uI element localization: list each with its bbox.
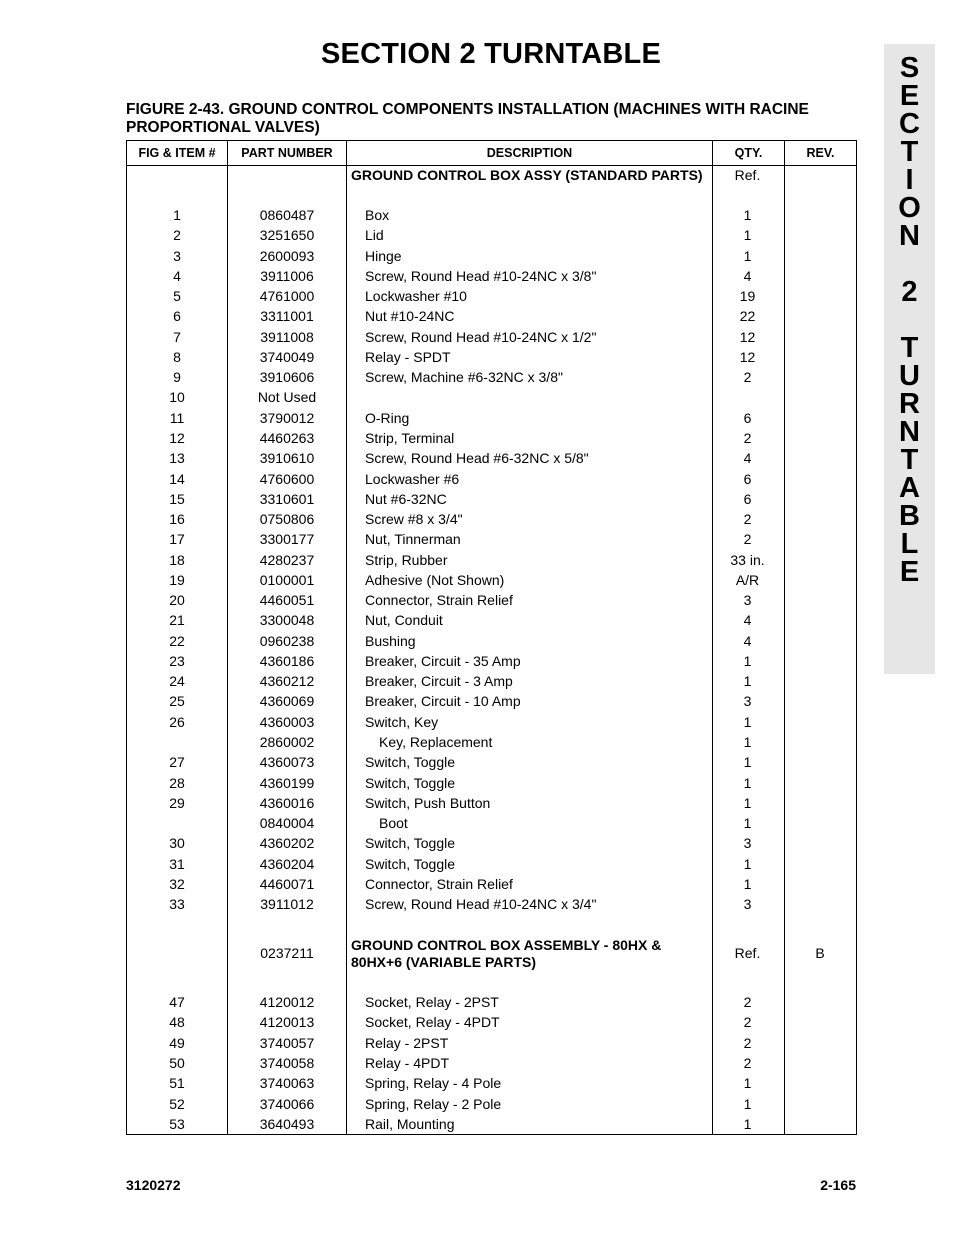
figure-title-line-1: FIGURE 2-43. GROUND CONTROL COMPONENTS INSTALLATION (MACHINES WITH RACINE bbox=[126, 101, 809, 118]
row-item-number: 6 bbox=[173, 308, 181, 325]
row-description: Screw, Round Head #10-24NC x 3/8" bbox=[365, 267, 597, 284]
row-item-number: 9 bbox=[173, 369, 181, 386]
row-description: Screw, Round Head #6-32NC x 5/8" bbox=[365, 450, 589, 467]
row-item-number: 10 bbox=[169, 389, 185, 406]
row-item-number: 51 bbox=[169, 1075, 185, 1092]
row-part-number: 3740058 bbox=[259, 1054, 315, 1071]
side-tab-letter: N bbox=[899, 416, 920, 448]
row-part-number: 3300177 bbox=[259, 531, 315, 548]
row-part-number: 0840004 bbox=[259, 815, 315, 832]
row-item-number: 33 bbox=[169, 896, 185, 913]
side-tab-letter: T bbox=[900, 444, 919, 476]
row-description: Nut, Conduit bbox=[365, 612, 443, 629]
row-item-number: 24 bbox=[169, 673, 185, 690]
row-part-number: 3911008 bbox=[260, 328, 314, 345]
row-part-number: 4360199 bbox=[259, 774, 315, 791]
side-tab-letter: O bbox=[898, 192, 921, 224]
row-item-number: 50 bbox=[169, 1054, 185, 1071]
row-part-number: 4120013 bbox=[259, 1014, 315, 1031]
row-part-number: 4360073 bbox=[259, 754, 315, 771]
row-description: Relay - SPDT bbox=[365, 348, 451, 365]
header-divider bbox=[127, 165, 856, 166]
row-item-number: 19 bbox=[169, 571, 185, 588]
row-item-number: 26 bbox=[169, 713, 185, 730]
row-item-number: 29 bbox=[169, 794, 185, 811]
row-part-number: 4120012 bbox=[259, 994, 315, 1010]
row-qty: 33 in. bbox=[730, 551, 765, 568]
row-description: Socket, Relay - 4PDT bbox=[365, 1014, 500, 1031]
row-qty: 2 bbox=[743, 511, 752, 528]
row-part-number: 0860487 bbox=[259, 207, 315, 223]
row-qty: 1 bbox=[743, 815, 752, 832]
row-part-number: 0100001 bbox=[259, 571, 315, 588]
row-qty: 1 bbox=[743, 227, 752, 244]
row-description: Socket, Relay - 2PST bbox=[365, 994, 499, 1010]
row-item-number: 8 bbox=[173, 348, 181, 365]
page-number: 2-165 bbox=[820, 1177, 856, 1193]
row-qty: 1 bbox=[743, 207, 752, 223]
row-part-number: 3300048 bbox=[259, 612, 315, 629]
row-item-number: 48 bbox=[169, 1014, 185, 1031]
row-qty: 1 bbox=[743, 247, 752, 264]
row-item-number: 18 bbox=[169, 551, 185, 568]
row-qty: 2 bbox=[743, 1034, 752, 1051]
row-item-number: 1 bbox=[173, 207, 181, 223]
side-tab-letter: U bbox=[899, 360, 920, 392]
row-description: Switch, Push Button bbox=[365, 794, 491, 811]
row-description: Switch, Toggle bbox=[365, 774, 456, 791]
row-part-number: 3310601 bbox=[259, 490, 315, 507]
row-item-number: 11 bbox=[169, 409, 185, 426]
row-description: Switch, Toggle bbox=[365, 754, 456, 771]
row-qty: 2 bbox=[743, 994, 752, 1010]
row-part-number: 4360186 bbox=[259, 652, 315, 669]
row-description: Strip, Rubber bbox=[365, 551, 448, 568]
row-description: Relay - 2PST bbox=[365, 1034, 449, 1051]
row-qty: 3 bbox=[743, 835, 752, 852]
row-description: O-Ring bbox=[365, 409, 410, 426]
row-item-number: 12 bbox=[169, 429, 185, 446]
row-description: Nut, Tinnerman bbox=[365, 531, 461, 548]
row-part-number: 3740063 bbox=[259, 1075, 315, 1092]
row-item-number: 4 bbox=[173, 267, 181, 284]
row-part-number: 3910606 bbox=[259, 369, 315, 386]
row-qty: 12 bbox=[739, 348, 756, 365]
row-part-number: Not Used bbox=[257, 389, 317, 406]
row-item-number: 15 bbox=[169, 490, 185, 507]
row-description: Relay - 4PDT bbox=[365, 1054, 450, 1071]
row-part-number: 0960238 bbox=[259, 632, 315, 649]
row-part-number: 4280237 bbox=[259, 551, 315, 568]
row-part-number: 3251650 bbox=[259, 227, 315, 244]
row-qty: 1 bbox=[743, 855, 752, 872]
row-description: Breaker, Circuit - 3 Amp bbox=[365, 673, 513, 690]
header-qty: QTY. bbox=[734, 146, 763, 160]
row-description: Breaker, Circuit - 35 Amp bbox=[365, 652, 521, 669]
row-qty: A/R bbox=[735, 571, 760, 588]
row-qty: 1 bbox=[743, 754, 752, 771]
side-tab-letter: T bbox=[900, 136, 919, 168]
row-description: Screw, Round Head #10-24NC x 1/2" bbox=[365, 328, 597, 345]
row-description: Spring, Relay - 4 Pole bbox=[365, 1075, 502, 1092]
row-item-number: 7 bbox=[173, 328, 181, 345]
row-part-number: 3740066 bbox=[259, 1095, 315, 1112]
document-number: 3120272 bbox=[126, 1177, 181, 1193]
row-item-number: 27 bbox=[169, 754, 185, 771]
row-description: Lockwasher #10 bbox=[365, 288, 467, 305]
row-item-number: 30 bbox=[169, 835, 185, 852]
row-part-number: 4360016 bbox=[259, 794, 315, 811]
row-description: Hinge bbox=[365, 247, 402, 264]
row-qty: 19 bbox=[739, 288, 756, 305]
side-tab-letter: A bbox=[899, 472, 920, 504]
row-part-number: 3790012 bbox=[259, 409, 315, 426]
row-qty: 4 bbox=[743, 612, 752, 629]
row-description: Key, Replacement bbox=[379, 734, 493, 751]
row-item-number: 25 bbox=[169, 693, 185, 710]
row-description: Nut #6-32NC bbox=[365, 490, 447, 507]
row-part-number: 2860002 bbox=[259, 734, 315, 751]
row-qty: 1 bbox=[743, 673, 752, 690]
section-side-tab bbox=[884, 44, 935, 674]
row-description: Connector, Strain Relief bbox=[365, 592, 513, 609]
header-fig-item: FIG & ITEM # bbox=[138, 146, 216, 160]
row-part-number: 4460071 bbox=[259, 875, 315, 892]
row-part-number: 2600093 bbox=[259, 247, 315, 264]
row-qty: 4 bbox=[743, 267, 752, 284]
header-part-number: PART NUMBER bbox=[241, 146, 333, 160]
row-qty: 1 bbox=[743, 713, 752, 730]
row-description: Boot bbox=[379, 815, 408, 832]
row-item-number: 52 bbox=[169, 1095, 185, 1112]
row-item-number: 22 bbox=[169, 632, 185, 649]
row-description: Lockwasher #6 bbox=[365, 470, 460, 487]
row-part-number: 4360069 bbox=[259, 693, 315, 710]
row-description: Screw #8 x 3/4" bbox=[365, 511, 463, 528]
row-qty: 2 bbox=[743, 531, 752, 548]
side-tab-letter: L bbox=[900, 528, 919, 560]
row-qty: 2 bbox=[743, 1014, 752, 1031]
row-item-number: 13 bbox=[169, 450, 185, 467]
row-description: Bushing bbox=[365, 632, 416, 649]
row-rev: B bbox=[815, 945, 825, 961]
row-part-number: 3740049 bbox=[259, 348, 315, 365]
row-qty: 1 bbox=[743, 774, 752, 791]
header-rev: REV. bbox=[806, 146, 835, 160]
row-part-number: 4360204 bbox=[259, 855, 315, 872]
side-tab-letter: T bbox=[900, 332, 919, 364]
row-part-number: 3911006 bbox=[260, 267, 314, 284]
row-qty: 1 bbox=[743, 794, 752, 811]
column-divider bbox=[784, 141, 785, 1134]
row-description: Box bbox=[365, 207, 390, 223]
row-qty: Ref. bbox=[734, 945, 761, 961]
row-qty: 1 bbox=[743, 875, 752, 892]
row-item-number: 31 bbox=[169, 855, 185, 872]
row-qty: 1 bbox=[743, 652, 752, 669]
side-tab-letter: C bbox=[899, 108, 920, 140]
row-part-number: 4460263 bbox=[259, 429, 315, 446]
row-qty: 2 bbox=[743, 369, 752, 386]
row-qty: 2 bbox=[743, 1054, 752, 1071]
row-description: Adhesive (Not Shown) bbox=[365, 571, 505, 588]
header-description: DESCRIPTION bbox=[486, 146, 573, 160]
row-item-number: 53 bbox=[169, 1115, 185, 1132]
figure-title bbox=[126, 101, 856, 137]
row-description: Screw, Round Head #10-24NC x 3/4" bbox=[365, 896, 597, 913]
row-part-number: 4760600 bbox=[259, 470, 315, 487]
row-part-number: 3911012 bbox=[260, 896, 314, 913]
side-tab-letter: B bbox=[899, 500, 920, 532]
row-description: Nut #10-24NC bbox=[365, 308, 455, 325]
row-qty: 22 bbox=[739, 308, 756, 325]
row-description: GROUND CONTROL BOX ASSEMBLY - 80HX & bbox=[351, 937, 662, 953]
column-divider bbox=[346, 141, 347, 1134]
row-item-number: 28 bbox=[169, 774, 185, 791]
row-qty: 6 bbox=[743, 490, 752, 507]
row-part-number: 4761000 bbox=[259, 288, 315, 305]
row-item-number: 20 bbox=[169, 592, 185, 609]
row-item-number: 21 bbox=[169, 612, 185, 629]
row-description: Spring, Relay - 2 Pole bbox=[365, 1095, 502, 1112]
row-part-number: 0237211 bbox=[260, 945, 314, 961]
row-item-number: 16 bbox=[169, 511, 185, 528]
row-item-number: 49 bbox=[169, 1034, 185, 1051]
page-title: SECTION 2 TURNTABLE bbox=[321, 38, 661, 70]
row-description: Switch, Key bbox=[365, 713, 439, 730]
row-part-number: 3640493 bbox=[259, 1115, 315, 1132]
row-description: Switch, Toggle bbox=[365, 835, 456, 852]
row-part-number: 3311001 bbox=[260, 308, 314, 325]
row-description: Screw, Machine #6-32NC x 3/8" bbox=[365, 369, 563, 386]
parts-table bbox=[126, 140, 857, 1135]
side-tab-letter: S bbox=[899, 52, 920, 84]
row-qty: 12 bbox=[739, 328, 756, 345]
side-tab-letter: E bbox=[899, 556, 920, 588]
side-tab-letter: N bbox=[899, 220, 920, 252]
row-description: Breaker, Circuit - 10 Amp bbox=[365, 693, 521, 710]
row-qty: 6 bbox=[743, 409, 752, 426]
row-description-line-2: 80HX+6 (VARIABLE PARTS) bbox=[351, 954, 537, 970]
row-description: Rail, Mounting bbox=[365, 1115, 455, 1132]
row-qty: 3 bbox=[743, 693, 752, 710]
row-qty: 4 bbox=[743, 450, 752, 467]
row-qty: 2 bbox=[743, 429, 752, 446]
row-item-number: 47 bbox=[169, 994, 185, 1010]
row-item-number: 32 bbox=[169, 875, 185, 892]
row-description: Connector, Strain Relief bbox=[365, 875, 513, 892]
row-qty: 1 bbox=[743, 1115, 752, 1132]
row-item-number: 3 bbox=[173, 247, 181, 264]
row-description: Switch, Toggle bbox=[365, 855, 456, 872]
row-description: Lid bbox=[365, 227, 384, 244]
row-description: Strip, Terminal bbox=[365, 429, 455, 446]
row-part-number: 4360212 bbox=[259, 673, 315, 690]
row-qty: 3 bbox=[743, 896, 752, 913]
figure-title-line-2: PROPORTIONAL VALVES) bbox=[126, 119, 320, 136]
row-description: GROUND CONTROL BOX ASSY (STANDARD PARTS) bbox=[351, 167, 703, 183]
row-qty: 4 bbox=[743, 632, 752, 649]
row-item-number: 14 bbox=[169, 470, 185, 487]
row-part-number: 4360003 bbox=[259, 713, 315, 730]
row-qty: 1 bbox=[743, 734, 752, 751]
row-qty: 1 bbox=[743, 1095, 752, 1112]
row-part-number: 4360202 bbox=[259, 835, 315, 852]
row-qty: 3 bbox=[743, 592, 752, 609]
side-tab-letter: R bbox=[899, 388, 920, 420]
side-tab-letter: 2 bbox=[901, 276, 918, 308]
row-qty: 6 bbox=[743, 470, 752, 487]
row-item-number: 2 bbox=[173, 227, 181, 244]
row-part-number: 4460051 bbox=[259, 592, 315, 609]
row-part-number: 3910610 bbox=[259, 450, 315, 467]
row-item-number: 17 bbox=[169, 531, 185, 548]
row-part-number: 3740057 bbox=[259, 1034, 315, 1051]
row-part-number: 0750806 bbox=[259, 511, 315, 528]
row-qty: 1 bbox=[743, 1075, 752, 1092]
row-item-number: 5 bbox=[173, 288, 181, 305]
side-tab-letter: E bbox=[899, 80, 920, 112]
row-item-number: 23 bbox=[169, 652, 185, 669]
row-qty: Ref. bbox=[734, 167, 761, 183]
side-tab-letter: I bbox=[905, 164, 914, 196]
